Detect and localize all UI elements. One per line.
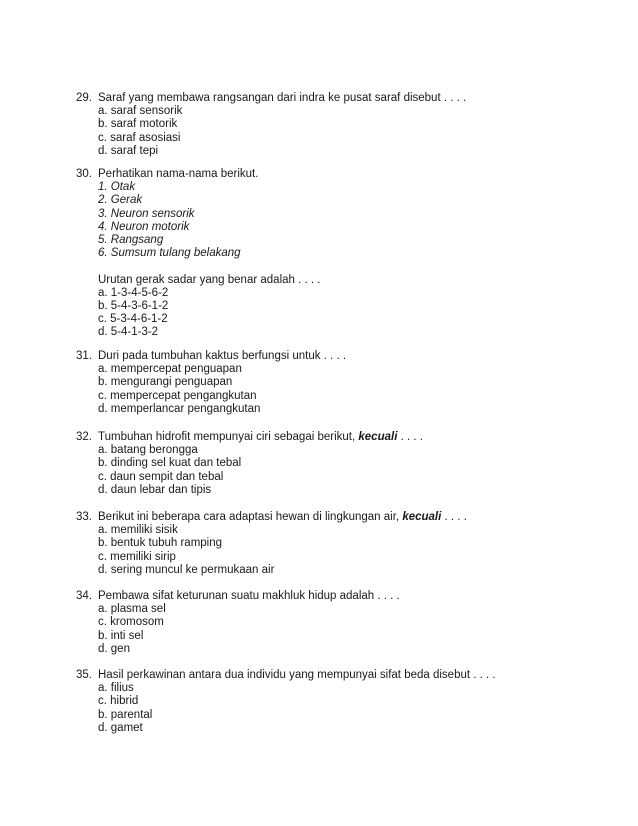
list-item: 3. Neuron sensorik bbox=[98, 207, 195, 220]
question-text bbox=[96, 431, 423, 444]
question-stem bbox=[76, 590, 596, 603]
option-d: d. memperlancar pengangkutan bbox=[98, 402, 261, 415]
option-b: b. mengurangi penguapan bbox=[98, 376, 233, 389]
question-35 bbox=[76, 669, 596, 735]
option-b: b. bentuk tubuh ramping bbox=[98, 537, 223, 550]
option-d: d. saraf tepi bbox=[98, 144, 159, 157]
question-text: Saraf yang membawa rangsangan dari indra ke pusat saraf disebut . . . . bbox=[98, 92, 467, 104]
question-text: Perhatikan nama-nama berikut. bbox=[98, 168, 259, 180]
question-stem bbox=[76, 350, 596, 363]
list-item: 6. Sumsum tulang belakang bbox=[98, 247, 241, 260]
emphasis-kecuali: kecuali bbox=[402, 511, 442, 523]
question-text-main: Berikut ini beberapa cara adaptasi hewan di lingkungan air, bbox=[98, 511, 400, 523]
option-c: c. hibrid bbox=[98, 695, 139, 708]
question-subtext: Urutan gerak sadar yang benar adalah . . . . bbox=[98, 273, 321, 286]
option-d: d. 5-4-1-3-2 bbox=[98, 326, 159, 339]
option-a: a. filius bbox=[98, 682, 134, 695]
option-a: a. batang berongga bbox=[98, 444, 198, 457]
option-d: d. daun lebar dan tipis bbox=[98, 483, 212, 496]
question-stem bbox=[76, 168, 596, 181]
question-number: 34. bbox=[76, 590, 92, 602]
option-a: a. 1-3-4-5-6-2 bbox=[98, 286, 169, 299]
option-c: c. saraf asosiasi bbox=[98, 131, 181, 144]
option-d: d. sering muncul ke permukaan air bbox=[98, 563, 275, 576]
option-a: a. mempercepat penguapan bbox=[98, 363, 242, 376]
question-29 bbox=[76, 92, 596, 158]
question-number: 33. bbox=[76, 511, 92, 523]
option-d: d. gamet bbox=[98, 721, 143, 734]
option-c: c. kromosom bbox=[98, 616, 164, 629]
option-b: b. inti sel bbox=[98, 629, 144, 642]
option-b: b. 5-4-3-6-1-2 bbox=[98, 299, 169, 312]
question-number: 31. bbox=[76, 350, 92, 362]
question-text: Pembawa sifat keturunan suatu makhluk hidup adalah . . . . bbox=[98, 590, 400, 602]
list-item: 5. Rangsang bbox=[98, 233, 164, 246]
option-c: c. daun sempit dan tebal bbox=[98, 470, 224, 483]
question-31 bbox=[76, 350, 596, 416]
option-c: c. mempercepat pengangkutan bbox=[98, 389, 257, 402]
question-34 bbox=[76, 590, 596, 656]
list-item: 2. Gerak bbox=[98, 194, 143, 207]
spacer bbox=[76, 260, 596, 273]
emphasis-kecuali: kecuali bbox=[358, 431, 398, 443]
question-text-end: . . . . bbox=[444, 511, 467, 523]
question-stem bbox=[76, 92, 596, 105]
question-text: Duri pada tumbuhan kaktus berfungsi untuk . . . . bbox=[98, 350, 347, 362]
option-c: c. memiliki sirip bbox=[98, 550, 176, 563]
question-number: 29. bbox=[76, 92, 92, 104]
option-a: a. saraf sensorik bbox=[98, 105, 183, 118]
option-c: c. 5-3-4-6-1-2 bbox=[98, 313, 168, 326]
option-a: a. plasma sel bbox=[98, 603, 166, 616]
question-32 bbox=[76, 431, 596, 497]
question-text-main: Tumbuhan hidrofit mempunyai ciri sebagai berikut, bbox=[98, 431, 356, 443]
option-b: b. parental bbox=[98, 708, 153, 721]
question-stem bbox=[76, 431, 596, 444]
option-b: b. saraf motorik bbox=[98, 118, 178, 131]
list-item: 4. Neuron motorik bbox=[98, 220, 190, 233]
option-a: a. memiliki sisik bbox=[98, 524, 178, 537]
question-33 bbox=[76, 511, 596, 577]
question-text-end: . . . . bbox=[400, 431, 423, 443]
question-number: 30. bbox=[76, 168, 92, 180]
question-text bbox=[96, 511, 467, 524]
question-text: Hasil perkawinan antara dua individu yang mempunyai sifat beda disebut . . . . bbox=[98, 669, 496, 681]
question-number: 32. bbox=[76, 431, 92, 443]
question-stem bbox=[76, 511, 596, 524]
question-number: 35. bbox=[76, 669, 92, 681]
option-d: d. gen bbox=[98, 642, 130, 655]
question-30 bbox=[76, 168, 596, 339]
question-stem bbox=[76, 669, 596, 682]
list-item: 1. Otak bbox=[98, 181, 136, 194]
option-b: b. dinding sel kuat dan tebal bbox=[98, 457, 242, 470]
